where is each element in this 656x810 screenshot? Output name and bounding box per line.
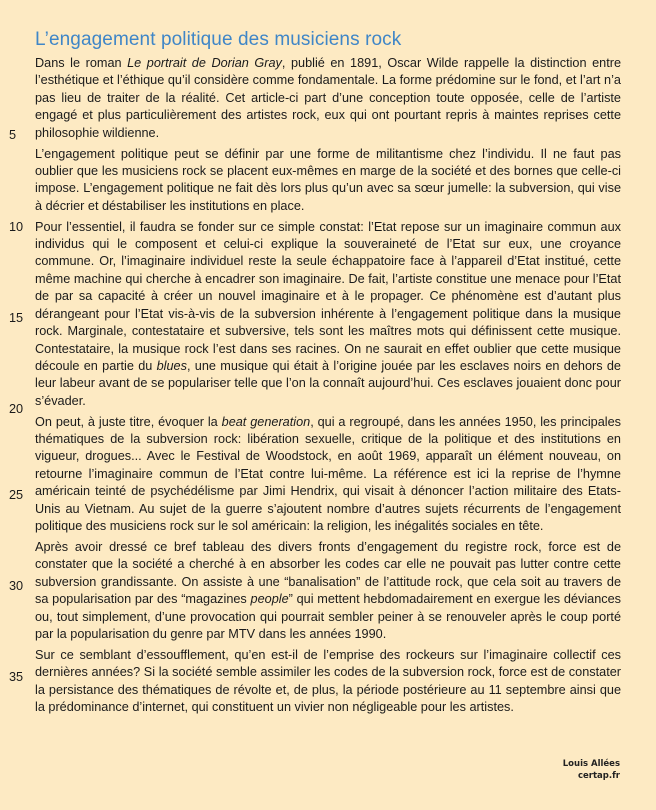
text-run: Sur ce semblant d’essoufflement, qu’en est-il de l’emprise des rockeurs sur l’imaginaire collectif ces dernières années? Si la société semble assimiler les codes de la subversion rock, force est de constater la persistance des thématiques de révolte et, de plus, la période postérieure au 11 septembre ainsi que la prédominance d’internet, qui constituent un vivier non négligeable pour les artistes.	[35, 647, 621, 715]
paragraph-5	[35, 539, 621, 643]
author-name: Louis Allées	[562, 759, 620, 769]
text-run: Pour l’essentiel, il faudra se fonder sur ce simple constat: l’Etat repose sur un imaginaire commun aux individus qui le composent et celui-ci explique la souveraineté de l’Etat sur eux, une croyance commune. Or, l’imaginaire individuel reste la seule échappatoire face à l’appareil d’Etat institué, cette même machine qui cherche à encadrer son imaginaire. De fait, l’artiste constitue une menace pour l’Etat de par sa capacité à créer un nouvel imaginaire et à le propager. Ce phénomène est d’autant plus dérangeant pour l’Etat vis-à-vis de la subversion inhérente à l’engagement politique dans la musique rock. Marginale, contestataire et subversive, tels sont les maîtres mots qui définissent cette musique. Contestataire, la musique rock l’est dans ses racines. On ne saurait en effet oublier que cette musique découle en partie du	[35, 219, 621, 373]
source-name: certap.fr	[578, 771, 620, 781]
text-run: , qui a regroupé, dans les années 1950, les principales thématiques de la subversion rock: libération sexuelle, critique de la politique et des institutions en vigueur, drogues... Avec le Festival de Woodstock, en août 1969, apparaît un élément nouveau, on retourne l’imaginaire commun de l’Etat contre lui-même. La référence est ici la reprise de l’hymne américain teinté de psychédélisme par Jimi Hendrix, qui visait à dénoncer l’action militaire des Etats-Unis au Vietnam. Au sujet de la guerre s’ajoutent nombre d’autres sujets récurrents de l’engagement politique des musiciens rock sur le sol américain: la religion, les inégalités sociales en tête.	[35, 414, 621, 534]
article-title: L’engagement politique des musiciens rock	[35, 29, 402, 50]
paragraph-6	[35, 647, 621, 717]
text-run: L’engagement politique peut se définir par une forme de militantisme chez l’individu. Il ne faut pas oublier que les musiciens rock se placent eux-mêmes en marge de la société et des bornes que celle-ci impose. L’engagement politique ne fait dès lors plus qu’un avec sa sœur jumelle: la subversion, qui vise à décrier et déstabiliser les institutions en place.	[35, 146, 621, 213]
line-number: 5	[9, 128, 17, 142]
italic-title-run: Le portrait de Dorian Gray	[127, 56, 282, 70]
text-run: Après avoir dressé ce bref tableau des divers fronts d’engagement du registre rock, force est de constater que la société a cherché à en absorber les codes car elle ne pouvait pas lutter contre cette subversion grandissante. On assiste à une “banalisation” de l’attitude rock, que cela soit au travers de sa popularisation par des “magazines	[35, 539, 621, 607]
line-number: 20	[9, 402, 24, 416]
signature-block	[563, 758, 620, 782]
paragraph-4	[35, 414, 621, 536]
text-run: ” qui mettent hebdomadairement en exergue les déviances ou, tout simplement, d’une provocation qui pourrait sembler peiner à se renouveler après le coup porté par la popularisation du genre par MTV dans les années 1990.	[35, 592, 621, 641]
text-run: Dans le roman	[35, 56, 128, 70]
italic-title-run: beat generation	[221, 414, 311, 429]
text-run: , une musique qui était à l’origine jouée par les esclaves noirs en dehors de leur labeur avant de se populariser telle que l’on la connaît aujourd’hui. Ces esclaves jouaient donc pour s’évader.	[35, 358, 621, 408]
line-number: 10	[9, 220, 24, 234]
paragraph-1	[35, 55, 621, 142]
text-run: On peut, à juste titre, évoquer la	[35, 414, 222, 429]
line-number: 25	[9, 488, 24, 502]
line-number: 30	[9, 579, 24, 593]
article-body	[35, 55, 621, 717]
paragraph-3	[35, 219, 621, 410]
italic-title-run: blues	[156, 358, 187, 373]
line-number: 35	[9, 670, 24, 684]
italic-title-run: people	[250, 592, 289, 607]
paragraph-2	[35, 146, 621, 216]
text-run: , publié en 1891, Oscar Wilde rappelle la distinction entre l’esthétique et l’éthique qu’il considère comme fondamentale. La forme prédomine sur le fond, et l’art n’a pas lieu de traiter de la réalité. Cet article-ci part d’une conception toute opposée, celle de l’artiste engagé et plus particulièrement des artistes rock, eux qui ont pourtant repris à maintes reprises cette philosophie wildienne.	[35, 56, 621, 140]
line-number: 15	[9, 311, 24, 325]
